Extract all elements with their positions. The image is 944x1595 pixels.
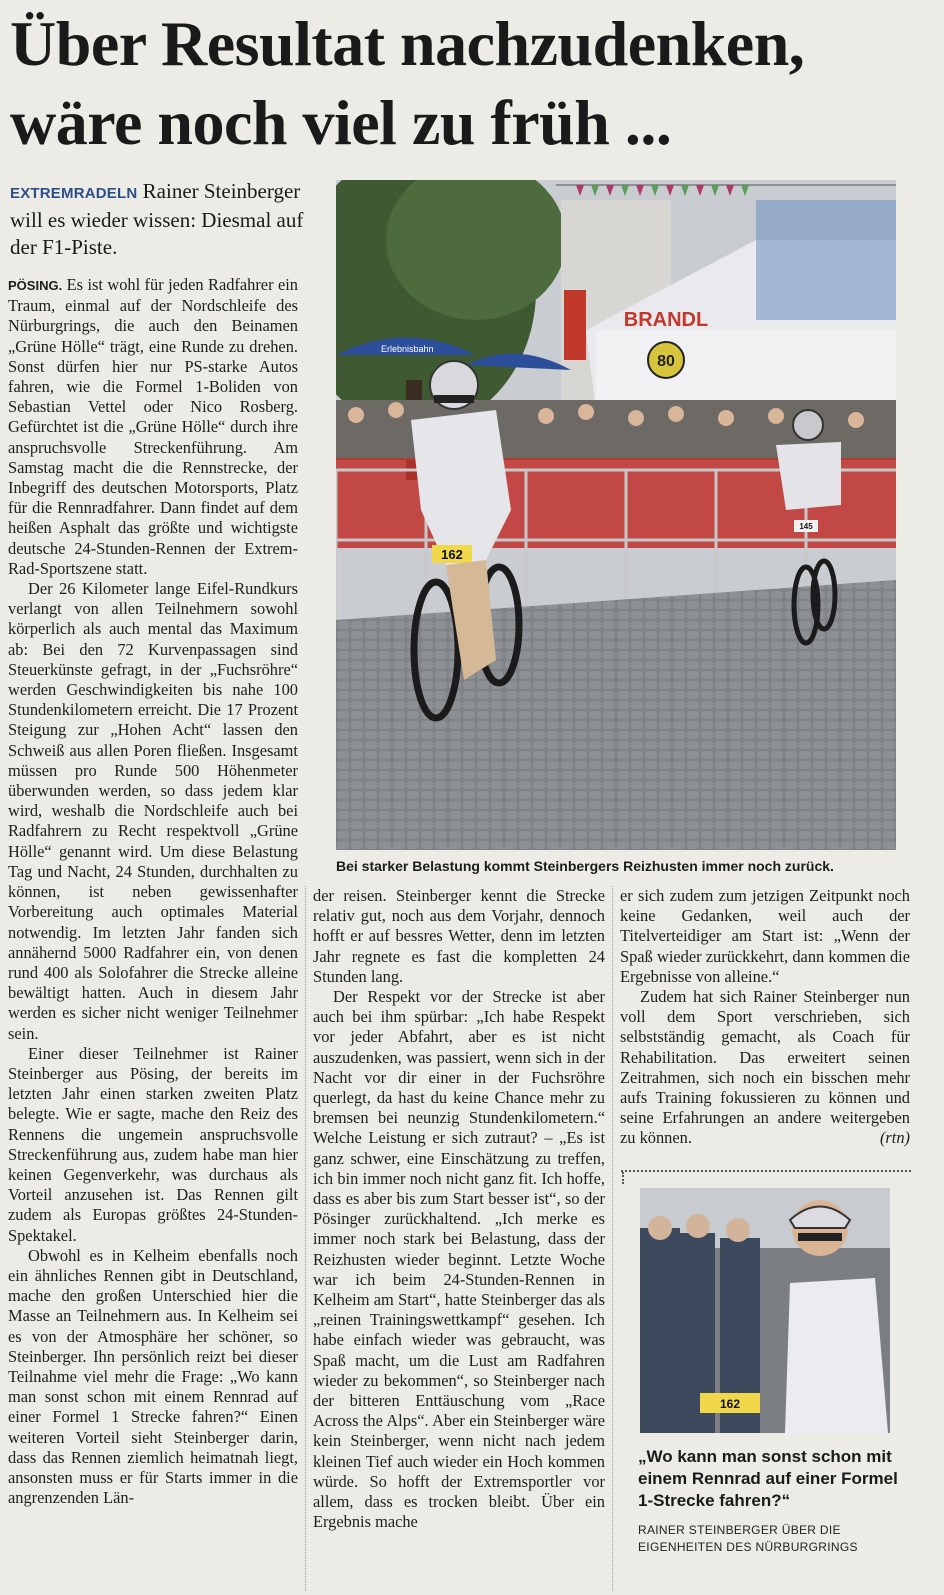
photo-caption: Bei starker Belastung kommt Steinbergers Reizhusten immer noch zurück. xyxy=(336,858,834,874)
umbrella-text: Erlebnisbahn xyxy=(381,344,434,354)
pull-quote: „Wo kann man sonst schon mit einem Rennrad auf einer Formel 1-Strecke fahren?“ xyxy=(638,1447,898,1510)
headline-line-2: wäre noch viel zu früh ... xyxy=(10,87,672,158)
bib-162: 162 xyxy=(441,547,463,562)
kicker: EXTREMRADELN xyxy=(10,185,138,202)
cyclist-portrait xyxy=(640,1188,890,1433)
signature: (rtn) xyxy=(879,1128,910,1148)
deck-text: Rainer Steinberger will es wieder wissen: Diesmal auf der F1-Piste. xyxy=(10,179,304,259)
headline-line-1: Über Resultat nachzudenken, xyxy=(10,8,805,79)
paragraph: Der 26 Kilometer lange Eifel-Rundkurs verlangt von allen Teilnehmern sowohl körperlich als auch mental das Maximum ab: Bei den 72 Kurvenpassagen sind Steuerkünste gefragt, in der „Fuchsröhre“ werden Geschwindigkeiten bis nahe 100 Stundenkilometern erreicht. Die 17 Prozent Steigung zur „Hohen Acht“ lassen den Schweiß aus allen Poren fließen. Insgesamt müssen pro Runde 500 Höhenmeter überwunden werden, so dass jedem klar wird, weshalb die Nordschleife auch bei Radfahrern zu Recht respektvoll „Grüne Hölle“ genannt wird. Um diese Belastung Tag und Nacht, 24 Stunden, durchhalten zu können, ist neben gewissenhafter Vorbereitung auch optimales Material notwendig. Im letzten Jahr fanden sich annähernd 5000 Radfahrer ein, von denen rund 400 als Solofahrer die Strecke alleine bewältigt hatten. Auch in diesem Jahr werden es sicher nicht weniger Teilnehmer sein. xyxy=(8,579,298,1043)
paragraph-text: Zudem hat sich Rainer Steinberger nun voll dem Sport verschrieben, sich selbstständig gemacht, als Coach für Rehabilitation. Das erweitert seinen Zeitrahmen, sich noch ein bisschen mehr aufs Training fokussieren zu können und seine Erfahrungen an andere weitergeben zu können. xyxy=(620,987,910,1148)
cyclists-photo xyxy=(336,180,896,850)
paragraph-text: Es ist wohl für jeden Radfahrer ein Traum, einmal auf der Nordschleife des Nürburgrings, die auch den Beinamen „Grüne Hölle“ trägt, eine Runde zu drehen. Sonst dürfen hier nur PS-starke Autos fahren, wie die Formel 1-Boliden von Sebastian Vettel oder Nico Rosberg. Gefürchtet ist die „Grüne Hölle“ durch ihre anspruchsvolle Streckenführung. Am Samstag macht die die Rennstrecke, der Inbegriff des deutschen Motorsports, Platz für die Rennradfahrer. Dann findet auf dem heißen Asphalt das größte und wichtigste deutsche 24-Stunden-Rennen der Extrem-Rad-Sportszene statt. xyxy=(8,275,298,578)
paragraph: Obwohl es in Kelheim ebenfalls noch ein ähnliches Rennen gibt in Deutschland, mache den großen Unterschied hier die Masse an Teilnehmern aus. In Kelheim sei es von der Atmosphäre her schöner, so Steinberger. Ihn persönlich reizt bei dieser Teilnahme viel mehr die Frage: „Wo kann man sonst schon mit einem Rennrad auf einer Formel 1 Strecke fahren?“ Einen weiteren Vorteil sieht Steinberger darin, dass das Rennen ziemlich heimatnah liegt, ansonsten muss er für Starts immer in die angrenzenden Län- xyxy=(8,1245,298,1508)
paragraph: er sich zudem zum jetzigen Zeitpunkt noch keine Gedanken, weil auch der Titelverteidiger am Start ist: „Wenn der Spaß wieder zurückkehrt, dann kommen die Ergebnisse von alleine.“ xyxy=(620,886,910,986)
quote-source: RAINER STEINBERGER ÜBER DIE EIGENHEITEN DES NÜRBURGRINGS xyxy=(638,1523,858,1554)
dotted-rule xyxy=(621,1170,911,1184)
dotted-rule xyxy=(622,1172,624,1184)
portrait-photo xyxy=(640,1188,890,1433)
paragraph: der reisen. Steinberger kennt die Strecke relativ gut, noch aus dem Vorjahr, dennoch hofft er auf bessres Wetter, denn im letzten Jahr regnete es fast die kompletten 24 Stunden lang. xyxy=(313,886,605,986)
badge-text: 80 xyxy=(657,353,675,370)
bib-145: 145 xyxy=(799,522,813,531)
headline xyxy=(10,4,930,162)
column-rule xyxy=(305,886,306,1591)
dateline: PÖSING. xyxy=(8,278,63,293)
sponsor-text: BRANDL xyxy=(623,309,709,331)
small-bib: 162 xyxy=(719,1397,741,1411)
paragraph: Einer dieser Teilnehmer ist Rainer Steinberger aus Pösing, der bereits im letzten Jahr einen starken zweiten Platz belegte. Wie er sagte, mache den Reiz des Rennens die ungemein anspruchsvolle Streckenführung aus, zudem habe man hier keinen Gegenverkehr, was durchaus als Vorteil anzusehen ist. Das Rennen gilt zudem als Europas größtes 24-Stunden-Spektakel. xyxy=(8,1043,298,1245)
column-2 xyxy=(313,886,605,1595)
deck xyxy=(10,178,335,261)
paragraph xyxy=(620,987,910,1149)
paragraph: Der Respekt vor der Strecke ist aber auch bei ihm spürbar: „Ich habe Respekt vor jeder Abfahrt, aber es ist nicht auszudenken, was passiert, wenn sich in der Nacht vor dir einer in der Fuchsröhre querlegt, da hast du keine Chance mehr zu bremsen bei neunzig Stundenkilometern.“ Welche Leistung er sich zutraut? – „Es ist ganz schwer, eine Einschätzung zu treffen, ich bin immer noch nicht ganz fit. Ich hoffe, dass es aber bis zum Start besser ist“, so der Pösinger zurückhaltend. „Ich merke es immer noch stark bei Belastung, dass der Reizhusten wieder beginnt. Letzte Woche war ich beim 24-Stunden-Rennen in Kelheim am Start“, hatte Steinberger das als „reinen Trainingswettkampf“ gesehen. Ich habe einfach wieder was gebraucht, was Spaß macht, um die Lust am Radfahren wieder zu bekommen“, so Steinberger nach der bitteren Enttäuschung vom „Race Across the Alps“. Aber ein Steinberger wäre kein Steinberger, wenn nicht nach jedem kleinen Tief auch wieder ein Hoch kommen würde. So hofft der Extremsportler vor allem, dass es trocken bleibt. Über ein Ergebnis mache xyxy=(313,987,605,1532)
paragraph xyxy=(8,275,298,579)
column-1 xyxy=(8,275,298,1595)
main-photo xyxy=(336,180,896,850)
column-rule xyxy=(612,886,613,1591)
column-3 xyxy=(620,886,910,1156)
